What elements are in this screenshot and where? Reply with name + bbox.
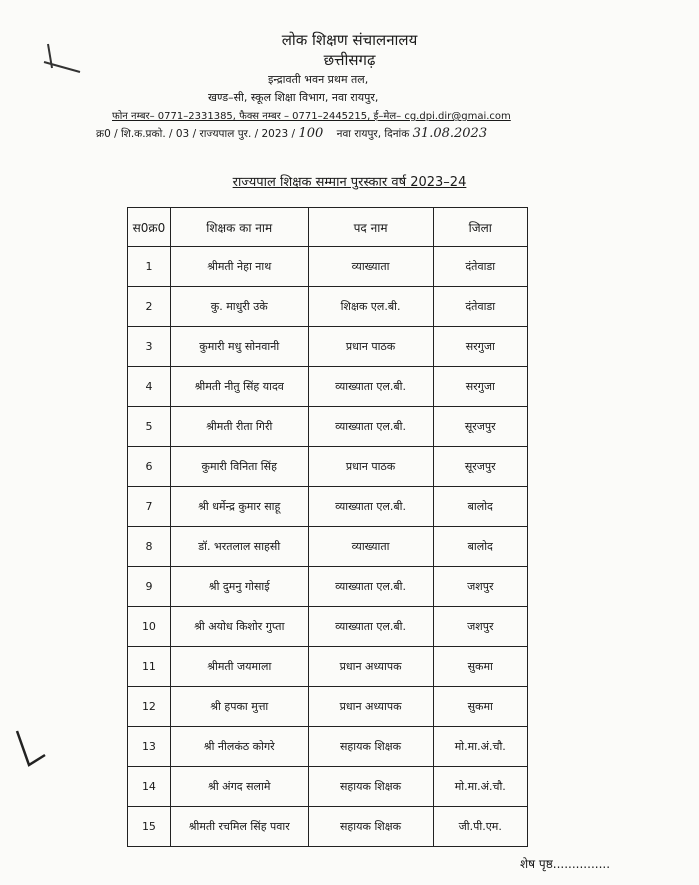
reference-prefix: क्र0 / शि.क.प्रको. / 03 / राज्यपाल पुर. / 2023 /	[96, 128, 296, 140]
row-serial: 4	[128, 367, 171, 407]
row-district: बालोद	[433, 527, 527, 567]
row-post: प्रधान पाठक	[308, 327, 433, 367]
table-row	[128, 447, 528, 487]
row-teacher-name: श्रीमती रचमिल सिंह पवार	[170, 807, 308, 847]
row-teacher-name: कुमारी मधु सोनवानी	[170, 327, 308, 367]
reference-number	[96, 126, 487, 141]
row-post: प्रधान पाठक	[308, 447, 433, 487]
row-post: व्याख्याता एल.बी.	[308, 487, 433, 527]
header-serial: स0क्र0	[128, 208, 171, 247]
row-post: सहायक शिक्षक	[308, 767, 433, 807]
row-post: व्याख्याता एल.बी.	[308, 567, 433, 607]
row-serial: 1	[128, 247, 171, 287]
table-header-row	[128, 208, 528, 247]
row-teacher-name: श्री दुमनु गोसाई	[170, 567, 308, 607]
row-serial: 11	[128, 647, 171, 687]
row-serial: 15	[128, 807, 171, 847]
department-name: लोक शिक्षण संचालनालय	[281, 31, 418, 49]
row-post: व्याख्याता एल.बी.	[308, 607, 433, 647]
row-post: शिक्षक एल.बी.	[308, 287, 433, 327]
table-row	[128, 727, 528, 767]
table-row	[128, 807, 528, 847]
row-district: जशपुर	[433, 607, 527, 647]
row-post: व्याख्याता एल.बी.	[308, 407, 433, 447]
row-teacher-name: श्री अंगद सलामे	[170, 767, 308, 807]
row-post: प्रधान अध्यापक	[308, 687, 433, 727]
block-address: खण्ड–सी, स्कूल शिक्षा विभाग, नवा रायपुर,	[208, 91, 379, 104]
row-district: मो.मा.अं.चौ.	[433, 767, 527, 807]
header-teacher-name: शिक्षक का नाम	[170, 208, 308, 247]
row-post: व्याख्याता एल.बी.	[308, 367, 433, 407]
row-serial: 2	[128, 287, 171, 327]
row-serial: 13	[128, 727, 171, 767]
row-district: सरगुजा	[433, 327, 527, 367]
reference-place-date-label: नवा रायपुर, दिनांक	[336, 128, 410, 140]
row-district: मो.मा.अं.चौ.	[433, 727, 527, 767]
table-row	[128, 407, 528, 447]
row-serial: 7	[128, 487, 171, 527]
pen-mark-left	[5, 725, 55, 775]
row-serial: 3	[128, 327, 171, 367]
table-row	[128, 647, 528, 687]
header-district: जिला	[433, 208, 527, 247]
contact-line: फोन नम्बर– 0771–2331385, फैक्स नम्बर – 0771–2445215, ई–मेल– cg.dpi.dir@gmai.com	[112, 111, 511, 122]
row-post: सहायक शिक्षक	[308, 727, 433, 767]
awardee-table	[127, 207, 528, 847]
row-post: व्याख्याता	[308, 527, 433, 567]
row-serial: 12	[128, 687, 171, 727]
row-teacher-name: श्रीमती रीता गिरी	[170, 407, 308, 447]
row-teacher-name: कुमारी विनिता सिंह	[170, 447, 308, 487]
row-district: दंतेवाडा	[433, 247, 527, 287]
row-district: जी.पी.एम.	[433, 807, 527, 847]
row-teacher-name: श्री धर्मेन्द्र कुमार साहू	[170, 487, 308, 527]
row-district: सुकमा	[433, 687, 527, 727]
row-teacher-name: कु. माधुरी उके	[170, 287, 308, 327]
building-address: इन्द्रावती भवन प्रथम तल,	[268, 73, 369, 86]
row-district: सरगुजा	[433, 367, 527, 407]
row-teacher-name: श्रीमती जयमाला	[170, 647, 308, 687]
table-row	[128, 607, 528, 647]
document-title: राज्यपाल शिक्षक सम्मान पुरस्कार वर्ष 2023–24	[232, 175, 467, 190]
row-district: दंतेवाडा	[433, 287, 527, 327]
row-serial: 5	[128, 407, 171, 447]
row-district: बालोद	[433, 487, 527, 527]
table-row	[128, 767, 528, 807]
state-name: छत्तीसगढ़	[323, 51, 376, 69]
row-teacher-name: श्रीमती नीतु सिंह यादव	[170, 367, 308, 407]
continued-note: शेष पृष्ठ...............	[520, 857, 611, 871]
table-row	[128, 687, 528, 727]
row-serial: 6	[128, 447, 171, 487]
row-teacher-name: श्री अयोध किशोर गुप्ता	[170, 607, 308, 647]
row-teacher-name: डॉ. भरतलाल साहसी	[170, 527, 308, 567]
row-teacher-name: श्री नीलकंठ कोगरे	[170, 727, 308, 767]
row-district: सूरजपुर	[433, 447, 527, 487]
table-row	[128, 327, 528, 367]
row-serial: 9	[128, 567, 171, 607]
reference-dispatch-number: 100	[298, 126, 324, 141]
table-row	[128, 367, 528, 407]
row-teacher-name: श्री हपका मुत्ता	[170, 687, 308, 727]
row-district: सुकमा	[433, 647, 527, 687]
row-serial: 14	[128, 767, 171, 807]
row-serial: 8	[128, 527, 171, 567]
row-serial: 10	[128, 607, 171, 647]
table-row	[128, 287, 528, 327]
header-post: पद नाम	[308, 208, 433, 247]
row-post: सहायक शिक्षक	[308, 807, 433, 847]
row-post: प्रधान अध्यापक	[308, 647, 433, 687]
table-row	[128, 567, 528, 607]
row-district: सूरजपुर	[433, 407, 527, 447]
table-row	[128, 487, 528, 527]
reference-date: 31.08.2023	[412, 126, 488, 141]
table-row	[128, 527, 528, 567]
row-district: जशपुर	[433, 567, 527, 607]
row-teacher-name: श्रीमती नेहा नाथ	[170, 247, 308, 287]
row-post: व्याख्याता	[308, 247, 433, 287]
table-row	[128, 247, 528, 287]
